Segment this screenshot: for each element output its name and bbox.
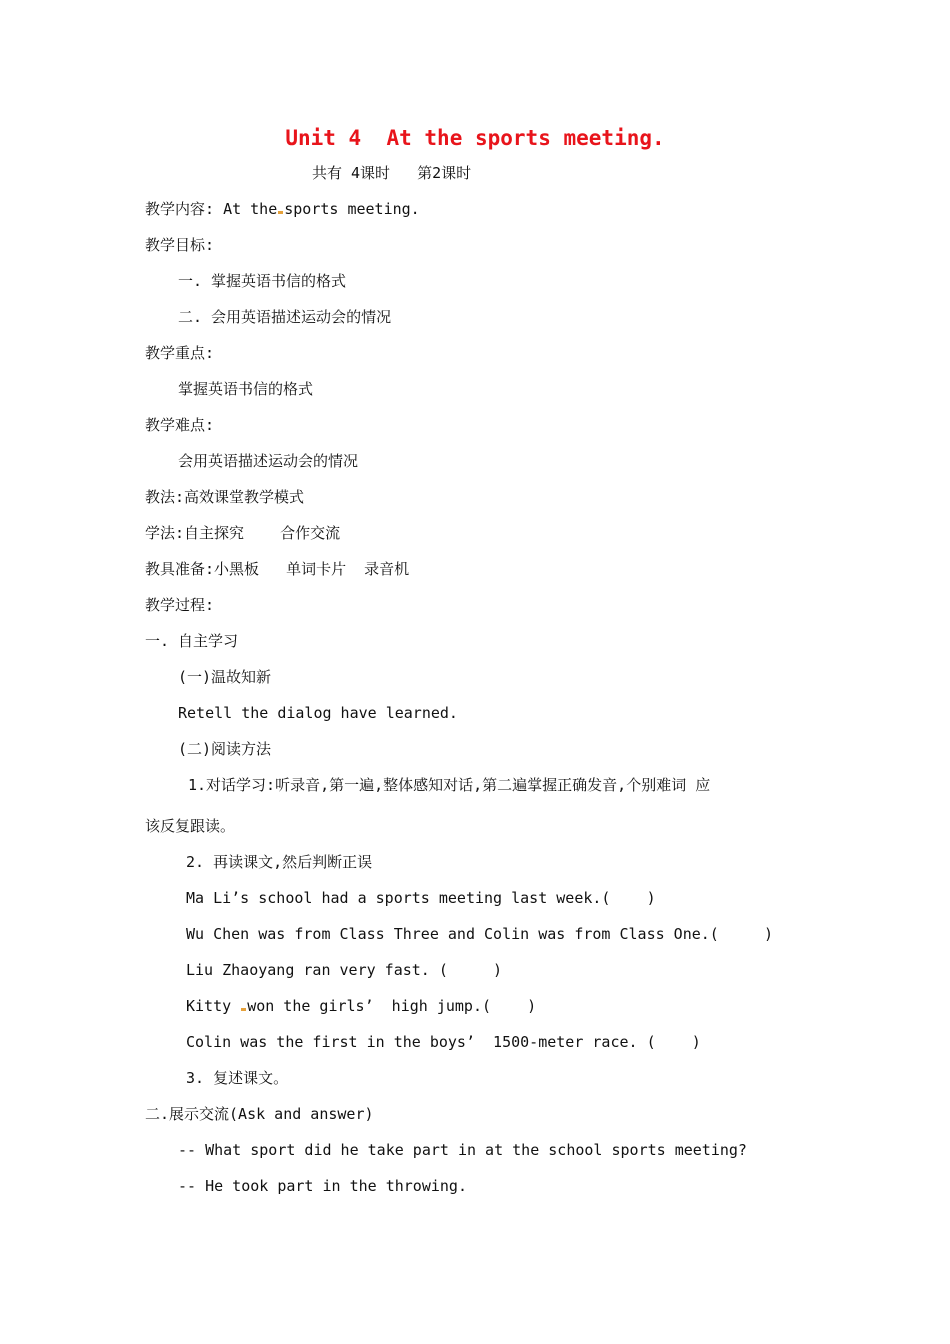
teaching-tools: 教具准备:小黑板 单词卡片 录音机 <box>145 560 410 578</box>
lesson-title: Unit 4 At the sports meeting. <box>285 126 665 150</box>
subsection-1-heading: (一)温故知新 <box>178 668 272 686</box>
goal-item-1: 一. 掌握英语书信的格式 <box>178 272 347 290</box>
section-2-heading: 二.展示交流(Ask and answer) <box>145 1105 374 1123</box>
content-line <box>145 199 420 219</box>
goals-label: 教学目标: <box>145 236 215 254</box>
content-label: 教学内容: <box>145 200 215 218</box>
item-1-line-1: 1.对话学习:听录音,第一遍,整体感知对话,第二遍掌握正确发音,个别难词 应 <box>188 776 711 794</box>
dialog-question: -- What sport did he take part in at the school sports meeting? <box>178 1141 747 1159</box>
edit-mark-icon <box>278 211 283 214</box>
key-points-label: 教学重点: <box>145 344 215 362</box>
item-1-line-2: 该反复跟读。 <box>145 817 236 835</box>
goal-item-2: 二. 会用英语描述运动会的情况 <box>178 308 392 326</box>
difficulty-text: 会用英语描述运动会的情况 <box>178 452 359 470</box>
section-1-heading: 一. 自主学习 <box>145 632 239 650</box>
question-5: Colin was the first in the boys’ 1500-meter race. ( ) <box>186 1033 701 1051</box>
learning-method: 学法:自主探究 合作交流 <box>145 524 341 542</box>
subsection-2-heading: (二)阅读方法 <box>178 740 272 758</box>
question-1: Ma Li’s school had a sports meeting last week.( ) <box>186 889 656 907</box>
key-points-text: 掌握英语书信的格式 <box>178 380 314 398</box>
difficulty-label: 教学难点: <box>145 416 215 434</box>
question-4 <box>186 996 536 1016</box>
retell-line: Retell the dialog have learned. <box>178 704 458 722</box>
dialog-answer: -- He took part in the throwing. <box>178 1177 467 1195</box>
content-pre: At the <box>223 200 278 218</box>
item-3-heading: 3. 复述课文。 <box>186 1069 289 1087</box>
process-label: 教学过程: <box>145 596 215 614</box>
question-2: Wu Chen was from Class Three and Colin was from Class One.( ) <box>186 925 773 943</box>
question-4-post: won the girls’ high jump.( ) <box>247 997 537 1015</box>
item-2-heading: 2. 再读课文,然后判断正误 <box>186 853 373 871</box>
question-3: Liu Zhaoyang ran very fast. ( ) <box>186 961 503 979</box>
question-4-pre: Kitty <box>186 997 232 1015</box>
edit-mark-icon <box>241 1008 246 1011</box>
teaching-method: 教法:高效课堂教学模式 <box>145 488 305 506</box>
content-post: sports meeting. <box>284 200 420 218</box>
lesson-subtitle: 共有 4课时 第2课时 <box>312 164 472 182</box>
